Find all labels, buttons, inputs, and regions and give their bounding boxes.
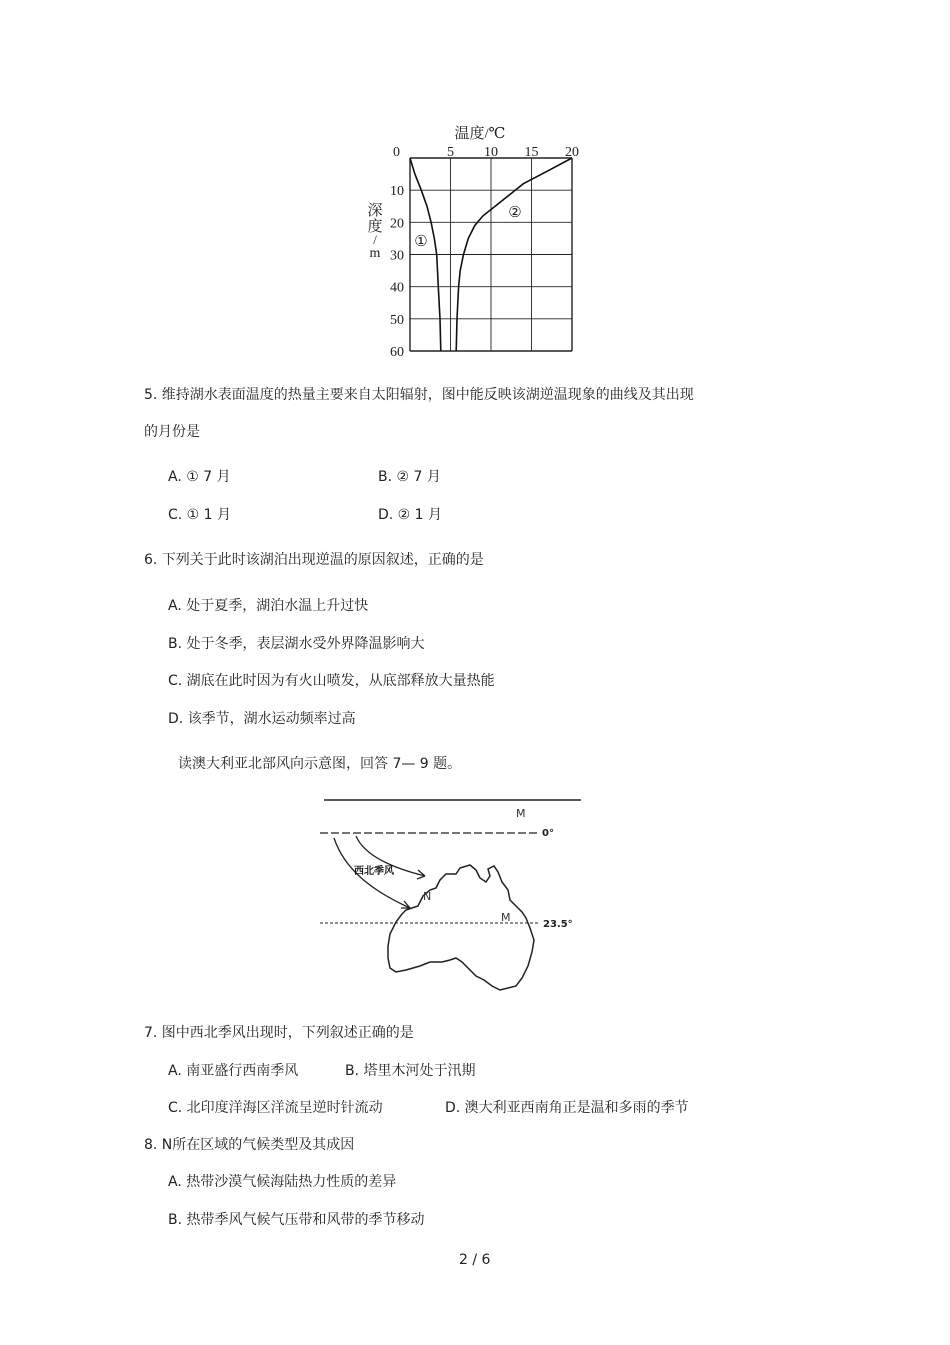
label-tropic: 23.5° xyxy=(543,919,573,930)
y-title-char-3: / xyxy=(373,232,377,247)
australia-wind-map xyxy=(310,790,595,1000)
q7-option-c[interactable]: C. 北印度洋海区洋流呈逆时针流动 xyxy=(168,1100,383,1116)
q5-option-a[interactable]: A. ① 7 月 xyxy=(168,469,231,485)
y-tick-label: 20 xyxy=(390,216,404,232)
x-tick-label: 5 xyxy=(447,145,454,160)
y-title-char-2: 度 xyxy=(367,219,383,235)
y-tick-label: 50 xyxy=(390,312,404,328)
q6-option-c[interactable]: C. 湖底在此时因为有火山喷发，从底部释放大量热能 xyxy=(168,673,495,689)
q5-stem-line2: 的月份是 xyxy=(144,424,200,440)
q5-option-d[interactable]: D. ② 1 月 xyxy=(378,507,443,523)
q5-option-b[interactable]: B. ② 7 月 xyxy=(378,469,441,485)
q7-stem: 7. 图中西北季风出现时，下列叙述正确的是 xyxy=(144,1025,414,1041)
y-tick-label: 40 xyxy=(390,280,404,296)
label-northwest-monsoon: 西北季风 xyxy=(354,866,394,877)
q8-option-a[interactable]: A. 热带沙漠气候海陆热力性质的差异 xyxy=(168,1174,397,1190)
q7-option-a[interactable]: A. 南亚盛行西南季风 xyxy=(168,1063,299,1079)
x-tick-label: 20 xyxy=(565,145,579,160)
q8-option-b[interactable]: B. 热带季风气候气压带和风带的季节移动 xyxy=(168,1212,425,1228)
q5-stem-line1: 5. 维持湖水表面温度的热量主要来自太阳辐射，图中能反映该湖逆温现象的曲线及其出现 xyxy=(144,387,694,403)
q5-option-c[interactable]: C. ① 1 月 xyxy=(168,507,232,523)
y-tick-label: 30 xyxy=(390,248,404,264)
x-tick-label: 0 xyxy=(393,145,400,160)
q6-option-b[interactable]: B. 处于冬季，表层湖水受外界降温影响大 xyxy=(168,636,425,652)
y-title-char-4: m xyxy=(369,246,381,261)
q6-stem: 6. 下列关于此时该湖泊出现逆温的原因叙述，正确的是 xyxy=(144,552,484,568)
q7-option-b[interactable]: B. 塔里木河处于汛期 xyxy=(345,1063,476,1079)
section-intro: 读澳大利亚北部风向示意图，回答 7— 9 题。 xyxy=(178,756,462,772)
page-number: 2 / 6 xyxy=(459,1252,491,1268)
y-tick-label: 10 xyxy=(390,184,404,200)
label-m-right: M xyxy=(501,911,511,924)
q6-option-a[interactable]: A. 处于夏季，湖泊水温上升过快 xyxy=(168,598,369,614)
y-title-char-1: 深 xyxy=(367,203,383,219)
australia-coastline xyxy=(388,865,534,990)
y-tick-label: 60 xyxy=(390,345,404,360)
temperature-depth-chart xyxy=(355,120,595,360)
q7-option-d[interactable]: D. 澳大利亚西南角正是温和多雨的季节 xyxy=(445,1100,689,1116)
label-equator: 0° xyxy=(542,828,554,839)
q6-option-d[interactable]: D. 该季节，湖水运动频率过高 xyxy=(168,711,356,727)
label-n: N xyxy=(423,890,432,903)
label-m-top: M xyxy=(516,807,526,820)
curve-2-label: ② xyxy=(508,205,522,221)
q8-stem: 8. N所在区域的气候类型及其成因 xyxy=(144,1137,355,1153)
x-axis-title: 温度/℃ xyxy=(454,126,506,142)
curve-1-label: ① xyxy=(414,234,428,250)
x-tick-label: 10 xyxy=(484,145,498,160)
x-tick-label: 15 xyxy=(524,145,539,160)
